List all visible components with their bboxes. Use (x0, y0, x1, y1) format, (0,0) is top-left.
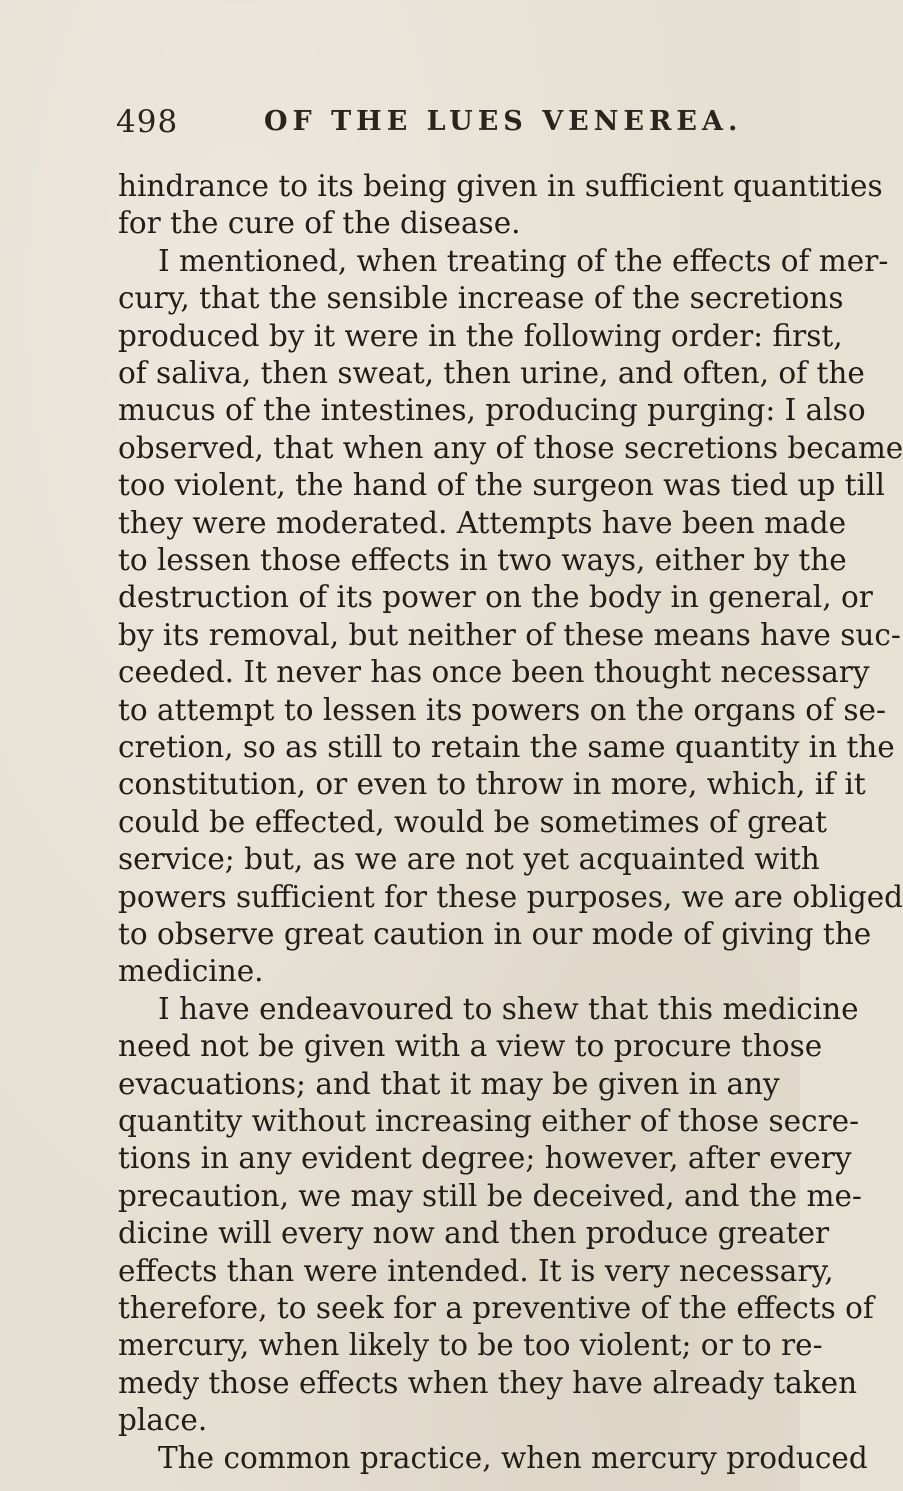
text-line: destruction of its power on the body in general, or (118, 580, 873, 614)
text-line: I mentioned, when treating of the effects of mer- (158, 244, 889, 278)
text-line: service; but, as we are not yet acquainted with (118, 842, 820, 876)
text-line: they were moderated. Attempts have been made (118, 506, 847, 540)
text-line: to attempt to lessen its powers on the organs of se- (118, 693, 886, 727)
text-line: to lessen those effects in two ways, either by the (118, 543, 847, 577)
text-line: by its removal, but neither of these means have suc- (118, 618, 901, 652)
text-line: could be effected, would be sometimes of great (118, 805, 827, 839)
text-line: mercury, when likely to be too violent; or to re- (118, 1328, 823, 1362)
text-line: therefore, to seek for a preventive of the effects of (118, 1291, 874, 1325)
text-line: hindrance to its being given in sufficient quantities (118, 169, 883, 203)
text-line: produced by it were in the following order: first, (118, 319, 843, 353)
text-line: mucus of the intestines, producing purging: I also (118, 393, 866, 427)
text-line: dicine will every now and then produce greater (118, 1216, 830, 1250)
text-line: medy those effects when they have already taken (118, 1366, 858, 1400)
text-line: cury, that the sensible increase of the secretions (118, 281, 844, 315)
text-line: observed, that when any of those secretions became (118, 431, 903, 465)
text-line: The common practice, when mercury produced (158, 1441, 868, 1475)
text-line: too violent, the hand of the surgeon was tied up till (118, 468, 885, 502)
text-line: quantity without increasing either of those secre- (118, 1104, 860, 1138)
page-number: 498 (116, 104, 179, 140)
running-head: OF THE LUES VENEREA. (264, 106, 743, 137)
text-line: precaution, we may still be deceived, and the me- (118, 1179, 862, 1213)
text-line: tions in any evident degree; however, after every (118, 1141, 852, 1175)
text-line: cretion, so as still to retain the same quantity in the (118, 730, 895, 764)
text-line: medicine. (118, 954, 264, 988)
text-line: ceeded. It never has once been thought necessary (118, 655, 870, 689)
text-line: effects than were intended. It is very necessary, (118, 1254, 834, 1288)
text-line: constitution, or even to throw in more, which, if it (118, 767, 866, 801)
text-line: need not be given with a view to procure those (118, 1029, 823, 1063)
text-line: powers sufficient for these purposes, we are obliged (118, 880, 903, 914)
text-line: place. (118, 1403, 208, 1437)
text-line: I have endeavoured to shew that this medicine (158, 992, 859, 1026)
text-line: evacuations; and that it may be given in any (118, 1067, 780, 1101)
text-line: to observe great caution in our mode of giving the (118, 917, 872, 951)
text-line: for the cure of the disease. (118, 206, 521, 240)
text-line: of saliva, then sweat, then urine, and often, of the (118, 356, 865, 390)
